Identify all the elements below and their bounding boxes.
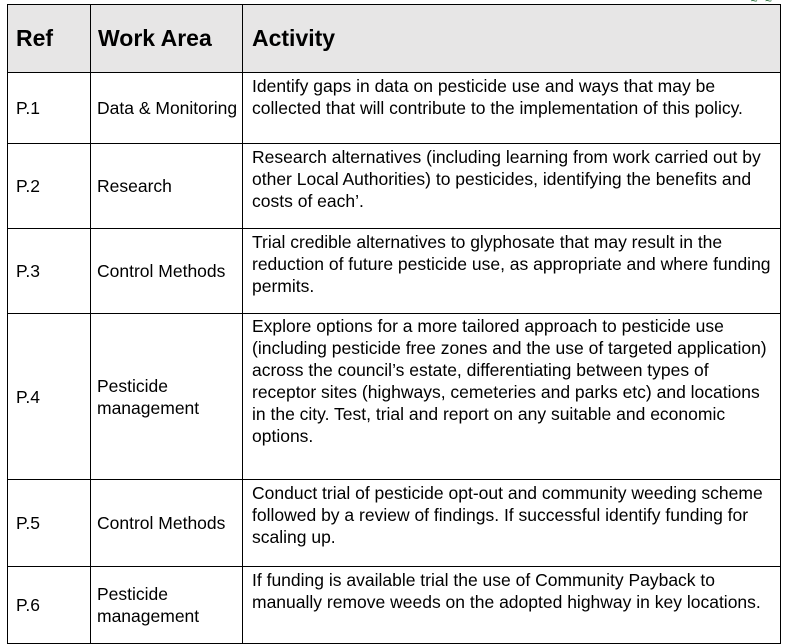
table-body (8, 73, 781, 644)
cell-ref: P.5 (8, 480, 91, 567)
pesticide-action-plan-table (7, 4, 781, 644)
cell-work-area: Data & Monitoring (91, 73, 243, 144)
header-activity: Activity (243, 5, 781, 73)
table-row (8, 73, 781, 144)
cell-activity: Explore options for a more tailored approach to pesticide use (including pesticide free zones and the use of targeted application) across the council’s estate, differentiating between types of receptor sites (highways, cemeteries and parks etc) and locations in the city. Test, trial and report on any suitable and economic options. (243, 314, 781, 480)
cell-work-area: Pesticide management (91, 314, 243, 480)
cell-work-area: Control Methods (91, 229, 243, 314)
cell-activity: Research alternatives (including learning from work carried out by other Local Authorities) to pesticides, identifying the benefits and costs of each’. (243, 144, 781, 229)
cell-activity: If funding is available trial the use of Community Payback to manually remove weeds on the adopted highway in key locations. (243, 567, 781, 644)
table-row (8, 314, 781, 480)
cell-ref: P.3 (8, 229, 91, 314)
header-work-area: Work Area (91, 5, 243, 73)
table-row (8, 480, 781, 567)
header-row (8, 5, 781, 73)
table-row (8, 567, 781, 644)
cell-activity: Identify gaps in data on pesticide use and ways that may be collected that will contribute to the implementation of this policy. (243, 73, 781, 144)
table-row (8, 144, 781, 229)
cell-work-area: Pesticide management (91, 567, 243, 644)
cell-activity: Conduct trial of pesticide opt-out and community weeding scheme followed by a review of findings. If successful identify funding for scaling up. (243, 480, 781, 567)
cell-ref: P.6 (8, 567, 91, 644)
cell-work-area: Research (91, 144, 243, 229)
cell-ref: P.2 (8, 144, 91, 229)
table-header (8, 5, 781, 73)
cell-activity: Trial credible alternatives to glyphosate that may result in the reduction of future pesticide use, as appropriate and where funding permits. (243, 229, 781, 314)
header-ref: Ref (8, 5, 91, 73)
table-row (8, 229, 781, 314)
cell-ref: P.4 (8, 314, 91, 480)
cell-work-area: Control Methods (91, 480, 243, 567)
cell-ref: P.1 (8, 73, 91, 144)
